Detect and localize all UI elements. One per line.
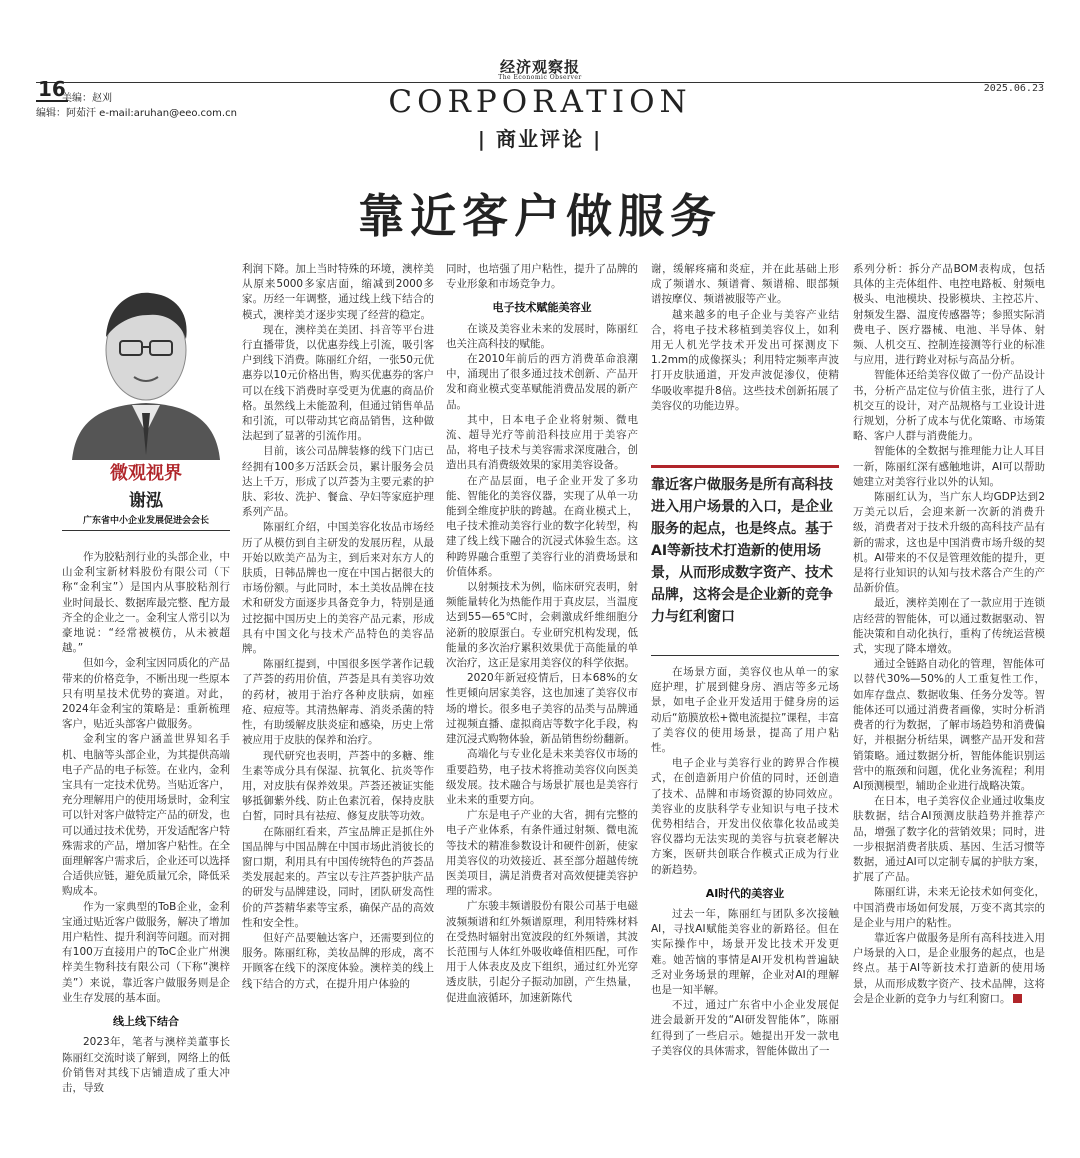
paragraph: 现代研究也表明，芦荟中的多糖、维生素等成分具有保湿、抗氧化、抗炎等作用，对皮肤有保养效果。芦荟还被证实能够抵御紫外线、防止色素沉着，保持皮肤白皙，同时具有祛痘、修复皮肤等功效。 xyxy=(242,749,434,823)
editor-email: 编辑：阿茹汗 e-mail:aruhan@eeo.com.cn xyxy=(36,108,237,119)
subheading: 线上线下结合 xyxy=(113,1015,179,1029)
paper-name: 经济观察报 xyxy=(499,58,580,76)
paragraph: 不过，通过广东省中小企业发展促进会最新开发的“AI研发智能体”，陈丽红得到了一些启示。她提出开发一款电子美容仪的具体需求，智能体做出了一 xyxy=(651,999,839,1057)
paragraph: 2023年，笔者与澳梓美董事长陈丽红交流时谈了解到，网络上的低价销售对其线下店铺造成了重大冲击，导致 xyxy=(62,1036,230,1094)
paragraph: 广东是电子产业的大省，拥有完整的电子产业体系，有条件通过射频、微电流等技术的精准参数设计和硬件创新，使家用美容仪的功效接近、甚至部分超越传统医美项目，满足消费者对高效便捷美容护理的需求。 xyxy=(446,809,638,898)
paragraph: 其中，日本电子企业将射频、微电流、超导光疗等前沿科技应用于美容产品，将电子技术与美容需求深度融合，创造出具有消费级效果的家用美容设备。 xyxy=(446,413,638,472)
paragraph: 过去一年，陈丽红与团队多次接触AI，寻找AI赋能美容业的新路径。但在实际操作中，场景开发比技术开发更难。她苦恼的事情是AI开发机构普遍缺乏对业务场景的理解，企业对AI的理解也是一知半解。 xyxy=(651,908,839,997)
paragraph: 但如今，金利宝因同质化的产品带来的价格竞争，不断出现一些原本只有明星技术优势的赛道。对此，2024年金利宝的策略是：重新梳理客户，贴近头部客户做服务。 xyxy=(62,657,230,731)
paragraph: 陈丽红提到，中国很多医学著作记载了芦荟的药用价值，芦荟是具有美容功效的药材，被用于治疗各种皮肤病，如痤疮、痘痘等。其清热解毒、消炎杀菌的特性，有助缓解皮肤炎症和感染，历史上常被应用于皮肤的保养和治疗。 xyxy=(242,658,434,747)
paragraph: 智能体的全数据与推理能力让人耳目一新，陈丽红深有感触地讲，AI可以帮助她建立对美容行业以外的认知。 xyxy=(853,445,1045,488)
article-column-4-bottom xyxy=(651,665,839,1122)
paragraph: 以射频技术为例，临床研究表明，射频能量转化为热能作用于真皮层，当温度达到55—65℃时，会刺激成纤维细胞分泌新的胶原蛋白。专业研究机构发现，低能量的多次治疗累积效果优于高能量的单次治疗，这正是家用美容仪的科学依据。 xyxy=(446,581,638,670)
paragraph: 在陈丽红看来，芦宝品牌正是抓住外国品牌与中国品牌在中国市场此消彼长的窗口期，利用具有中国传统特色的芦荟品类发展起来的。芦宝以专注芦荟护肤产品的研发与品牌建设，同时，团队研发高性价的芦荟精华素等宝系，确保产品的高效性和安全性。 xyxy=(242,825,434,929)
paragraph: 在产品层面，电子企业开发了多功能、智能化的美容仪器，实现了从单一功能到全维度护肤的跨越。在商业模式上，电子技术推动美容行业的数字化转型，构建了线上线下融合的沉浸式体验生态。这种跨界融合重塑了美容行业的消费场景和价值体系。 xyxy=(446,474,638,578)
paragraph: 金利宝的客户涵盖世界知名手机、电脑等头部企业，为其提供高端电子产品的电子标签。在业内，金利宝具有一定技术优势。当贴近客户，充分理解用户的使用场景时，金利宝可以针对客户做特定产品的研发，也可以通过技术优势，开发适配客户特殊需求的产品，增加客户粘性。在全面理解客户需求后，企业还可以选择合适供应链，避免质量冗余，降低采购成本。 xyxy=(62,733,230,898)
masthead-rule xyxy=(36,82,1044,83)
paragraph: 智能体还给美容仪做了一份产品设计书，分析产品定位与价值主张，进行了人机交互的设计，对产品规格与工业设计进行规划，分析了成本与优化策略、市场策略、客户人群与消费能力。 xyxy=(853,369,1045,443)
subheading: 电子技术赋能美容业 xyxy=(492,301,592,315)
closing-text: 靠近客户做服务是所有高科技进入用户场景的入口，是企业服务的起点，也是终点。基于AI等新技术打造新的使用场景，从而形成数字资产、技术品牌，这将会是企业新的竞争力与红利窗口。 xyxy=(853,931,1045,1005)
paragraph: 2020年新冠疫情后，日本68%的女性更倾向居家美容，这也加速了美容仪市场的增长。很多电子美容的品类与品牌通过视频直播、虚拟商店等数字化手段，构建沉浸式购物体验，新品销售纷纷翻新。 xyxy=(446,672,638,746)
paragraph: 最近，澳梓美刚在了一款应用于连锁店经营的智能体，可以通过数据驱动、智能决策和自动化执行，重构了传统运营模式，实现了降本增效。 xyxy=(853,597,1045,656)
article-column-4-top xyxy=(651,262,839,454)
subheading: AI时代的美容业 xyxy=(705,886,785,900)
paragraph: 越来越多的电子企业与美容产业结合，将电子技术移植到美容仪上，如利用无人机光学技术开发出可探测皮下1.2mm的成像探头；利用特定频率声波打开皮肤通道，开发声波促渗仪，使精华吸收率提升8倍。这些技术创新拓展了美容仪的功能边界。 xyxy=(651,308,839,412)
paragraph: 目前，该公司品牌装修的线下门店已经拥有100多万活跃会员，累计服务会员达上千万，形成了以芦荟为主要元素的护肤、彩妆、洗护、餐盒、孕妇等家庭护理系列产品。 xyxy=(242,445,434,519)
paragraph: 在场景方面，美容仪也从单一的家庭护理，扩展到健身房、酒店等多元场景，如电子企业开发适用于健身房的运动后“筋膜放松+微电流提拉”课程，丰富了美容仪的使用场景，提高了用户粘性。 xyxy=(651,666,839,755)
paragraph: 同时，也培强了用户粘性，提升了品牌的专业形象和市场竞争力。 xyxy=(446,263,638,291)
paragraph: 系列分析：拆分产品BOM表构成，包括具体的主壳体组件、电控电路板、射频电极头、电池模块、投影模块、主控芯片、射频发生器、温度传感器等；参照实际消费电子、医疗器械、电池、半导体、射频、人机交互、控制连接测等行业的标准与应用，进行跨业对标与高品分析。 xyxy=(853,263,1045,367)
paragraph xyxy=(853,931,1045,1007)
paragraph: 在谈及美容业未来的发展时，陈丽红也关注高科技的赋能。 xyxy=(446,322,638,350)
paragraph: 陈丽红介绍，中国美容化妆品市场经历了从模仿到自主研发的发展历程，从最开始以欧美产品为主，到后来对东方人的肤质，日韩品牌也一度在中国占据很大的市场份额。与此同时，本土美妆品牌在技术和研发方面逐步具备竞争力，特别是通过挖掘中国历史上的美容产品元素，形成具有中国文化与技术产品特色的美容品牌。 xyxy=(242,521,434,656)
paper-name-en: The Economic Observer xyxy=(498,74,582,81)
paragraph: 通过全链路自动化的管理，智能体可以替代30%—50%的人工重复性工作，如库存盘点、数据收集、任务分发等。智能体还可以通过消费者画像，实时分析消费者的行为数据，了解市场趋势和消费偏好，并根据分析结果，调整产品开发和营销策略。通过数据分析，智能体能识别运营中的瓶颈和问题，优化业务流程；利用AI预测模型，辅助企业进行战略决策。 xyxy=(853,658,1045,792)
paragraph: 现在，澳梓美在美团、抖音等平台进行直播带货，以优惠券线上引流，吸引客户到线下消费。陈丽红介绍，一张50元优惠券以10元价格出售，购买优惠券的客户可以在线下消费时享受更为优惠的商品价格。虽然线上未能盈利，但通过销售单品和引流，可以带动其它商品销售，这种做法起到了显著的引流作用。 xyxy=(242,323,434,443)
paragraph: 但好产品要触达客户，还需要到位的服务。陈丽红称，美妆品牌的形成，离不开顾客在线下的深度体验。澳梓美的线上线下结合的方式，在提升用户体验的 xyxy=(242,931,434,990)
paragraph: 作为一家典型的ToB企业，金利宝通过贴近客户做服务，解决了增加用户粘性、提升利润等问题。而对拥有100万直接用户的ToC企业广州澳梓美生物科技有限公司（下称“澳梓美”）来说，靠近客户做服务则是企业生存发展的基本面。 xyxy=(62,900,230,1004)
pull-quote: 靠近客户做服务是所有高科技进入用户场景的入口，是企业服务的起点，也是终点。基于AI等新技术打造新的使用场景，从而形成数字资产、技术品牌，这将会是企业新的竞争力与红利窗口 xyxy=(651,465,839,628)
paragraph: 利润下降。加上当时特殊的环境，澳梓美从原来5000多家店面，缩减到2000多家。历经一年调整，通过线上线下结合的模式，澳梓美才逐步实现了经营的稳定。 xyxy=(242,263,434,321)
section-title-cn: | 商业评论 | xyxy=(477,127,603,151)
paragraph: 在日本，电子美容仪企业通过收集皮肤数据，结合AI预测皮肤趋势并推荐产品，增强了数字化的营销效果；同时，进一步根据消费者肤质、基因、生活习惯等数据，通过AI可以定制专属的护肤方案，扩展了产品。 xyxy=(853,795,1045,884)
article-column-1 xyxy=(62,550,230,1110)
author-name: 谢泓 xyxy=(129,491,163,511)
paragraph: 高端化与专业化是未来美容仪市场的重要趋势，电子技术将推动美容仪向医美级发展。技术融合与场景扩展也是美容行业未来的重要方向。 xyxy=(446,748,638,806)
author-portrait xyxy=(62,255,230,460)
paragraph: 陈丽红认为，当广东人均GDP达到2万美元以后，会迎来新一次新的消费升级，消费者对于技术升级的高科技产品有新的需求，这也是中国消费市场升级的契机。AI带来的不仅是管理效能的提升，更是将行业知识的认知与技术落合产生的产品新价值。 xyxy=(853,491,1045,595)
article-column-3 xyxy=(446,262,638,1122)
issue-date: 2025.06.23 xyxy=(983,83,1044,94)
paragraph: 在2010年前后的西方消费革命浪潮中，涌现出了很多通过技术创新、产品开发和商业模式变革赋能消费品发展的新产品。 xyxy=(446,353,638,411)
paragraph: 陈丽红讲，未来无论技术如何变化，中国消费市场如何发展，万变不离其宗的是企业与用户的粘性。 xyxy=(853,886,1045,929)
author-affiliation: 广东省中小企业发展促进会会长 xyxy=(82,516,209,526)
divider xyxy=(62,530,230,531)
section-title-en xyxy=(0,84,1080,120)
column-label: 微观视界 xyxy=(110,463,182,484)
article-column-2 xyxy=(242,262,434,1122)
divider xyxy=(651,655,839,656)
paragraph: 谢，缓解疼痛和炎症，并在此基础上形成了频谱水、频谱膏、频谱棉、眼部频谱按摩仪、频谱被服等产业。 xyxy=(651,263,839,306)
paragraph: 作为胶粘剂行业的头部企业，中山金利宝新材料股份有限公司（下称“金利宝”）是国内从事胶粘剂行业时间最长、数据库最完整、配方最齐全的企业之一。金利宝人常引以为豪地说：“经常被模仿，从未被超越。” xyxy=(62,551,230,655)
page-number: 16 xyxy=(38,77,66,101)
section-cn-text: 商业评论 xyxy=(496,127,584,151)
art-editor: 美编：赵刈 xyxy=(62,93,112,104)
section-title-text: CORPORATION xyxy=(388,84,692,120)
article-column-5 xyxy=(853,262,1045,1122)
paragraph: 电子企业与美容行业的跨界合作模式，在创造新用户价值的同时，还创造了技术、品牌和市场资源的协同效应。美容业的皮肤科学专业知识与电子技术优势相结合，开发出仪依靠化妆品或美容仪器均无法实现的美容与抗衰老解决方案，医研共创联合作模式正成为行业的新趋势。 xyxy=(651,757,839,876)
headline: 靠近客户做服务 xyxy=(358,189,722,243)
end-mark-icon xyxy=(1013,994,1022,1003)
paragraph: 广东骏丰频谱股份有限公司基于电磁波频频谱和红外频谱原理，利用特殊材料在受热时辐射出宽波段的红外频谱，其波长范围与人体红外吸收峰值相匹配，可作用于人体表皮及皮下组织，通过红外光穿透皮肤，引起分子振动加剧，产生热量，促进血液循环，加速新陈代 xyxy=(446,900,638,1004)
